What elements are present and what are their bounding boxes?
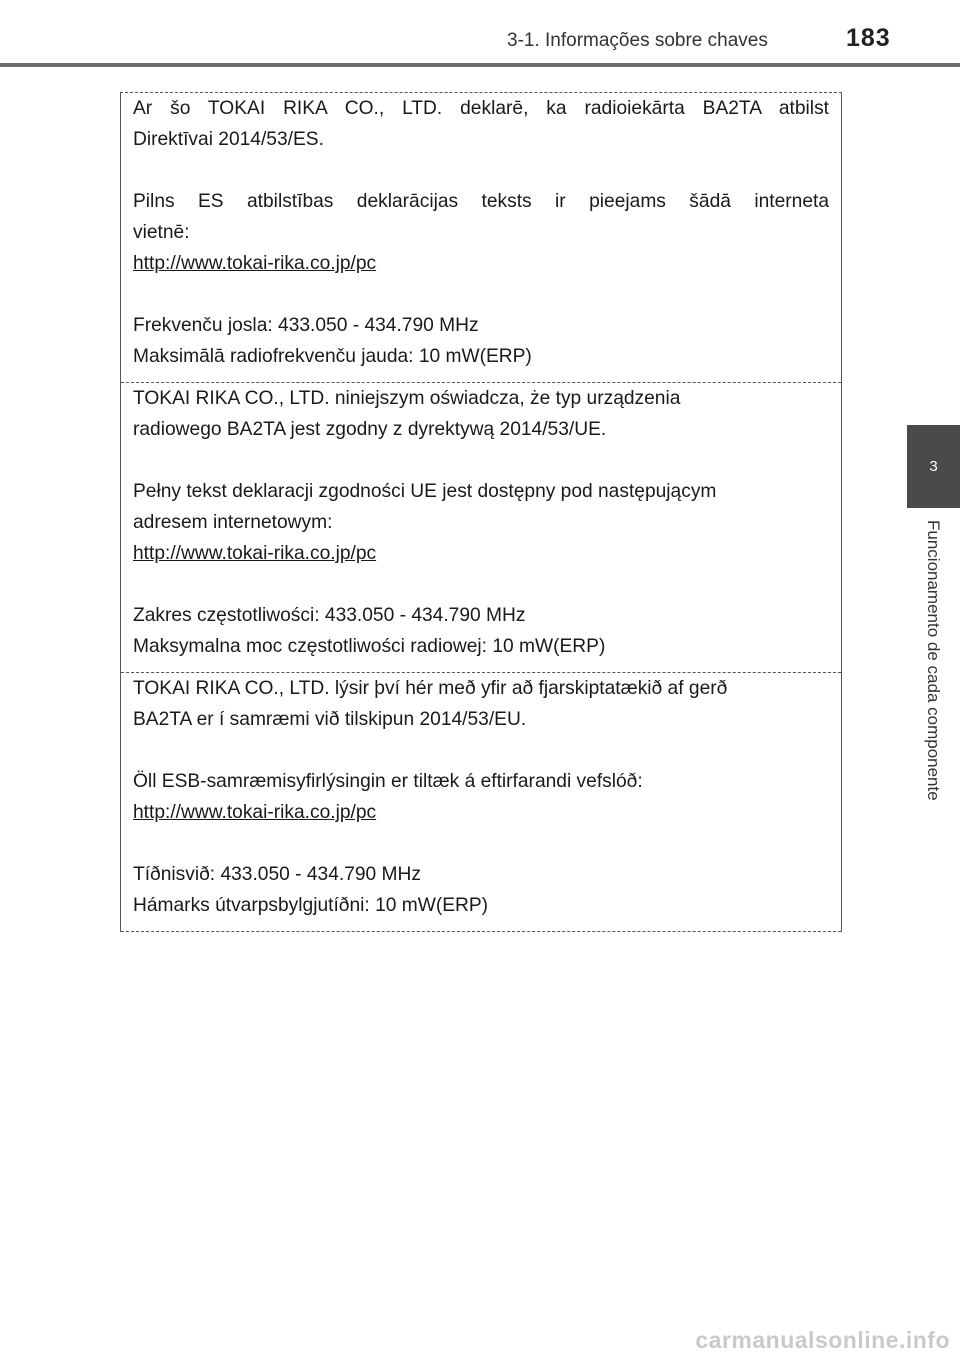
statement-line-1: TOKAI RIKA CO., LTD. niniejszym oświadcza, że typ urządzenia — [133, 388, 681, 409]
header-divider — [0, 63, 960, 67]
chapter-number: 3 — [929, 458, 938, 475]
text-line-2: adresem internetowym: — [133, 512, 333, 533]
watermark: carmanualsonline.info — [695, 1327, 950, 1353]
declaration-polish — [121, 383, 841, 673]
frequency-band: Zakres częstotliwości: 433.050 - 434.790 MHz — [133, 605, 526, 626]
statement-line-1: TOKAI RIKA CO., LTD. lýsir því hér með yfir að fjarskiptatækið af gerð — [133, 678, 728, 699]
max-power: Maksymalna moc częstotliwości radiowej: 10 mW(ERP) — [133, 636, 606, 657]
declaration-latvian — [121, 93, 841, 383]
statement-line-2: Direktīvai 2014/53/ES. — [133, 129, 324, 150]
page-number: 183 — [846, 24, 891, 52]
declaration-link[interactable]: http://www.tokai-rika.co.jp/pc — [133, 802, 377, 823]
max-power: Maksimālā radiofrekvenču jauda: 10 mW(ERP) — [133, 346, 532, 367]
chapter-label: Funcionamento de cada componente — [924, 520, 943, 801]
frequency-band: Tíðnisvið: 433.050 - 434.790 MHz — [133, 864, 421, 885]
declaration-icelandic — [121, 673, 841, 932]
section-title: 3-1. Informações sobre chaves — [507, 30, 768, 51]
statement-line-1: Ar šo TOKAI RIKA CO., LTD. deklarē, ka radioiekārta BA2TA atbilst — [133, 98, 829, 119]
declaration-link[interactable]: http://www.tokai-rika.co.jp/pc — [133, 543, 377, 564]
statement-line-2: radiowego BA2TA jest zgodny z dyrektywą 2014/53/UE. — [133, 419, 607, 440]
text-line-1: Öll ESB-samræmisyfirlýsingin er tiltæk á eftirfarandi vefslóð: — [133, 771, 643, 792]
text-line-1: Pilns ES atbilstības deklarācijas teksts ir pieejams šādā interneta — [133, 191, 829, 212]
text-line-2: vietnē: — [133, 222, 190, 243]
text-line-1: Pełny tekst deklaracji zgodności UE jest dostępny pod następującym — [133, 481, 717, 502]
frequency-band: Frekvenču josla: 433.050 - 434.790 MHz — [133, 315, 479, 336]
statement-line-2: BA2TA er í samræmi við tilskipun 2014/53/EU. — [133, 709, 527, 730]
max-power: Hámarks útvarpsbylgjutíðni: 10 mW(ERP) — [133, 895, 489, 916]
chapter-tab — [907, 425, 960, 508]
declaration-box — [120, 92, 842, 932]
declaration-link[interactable]: http://www.tokai-rika.co.jp/pc — [133, 253, 377, 274]
